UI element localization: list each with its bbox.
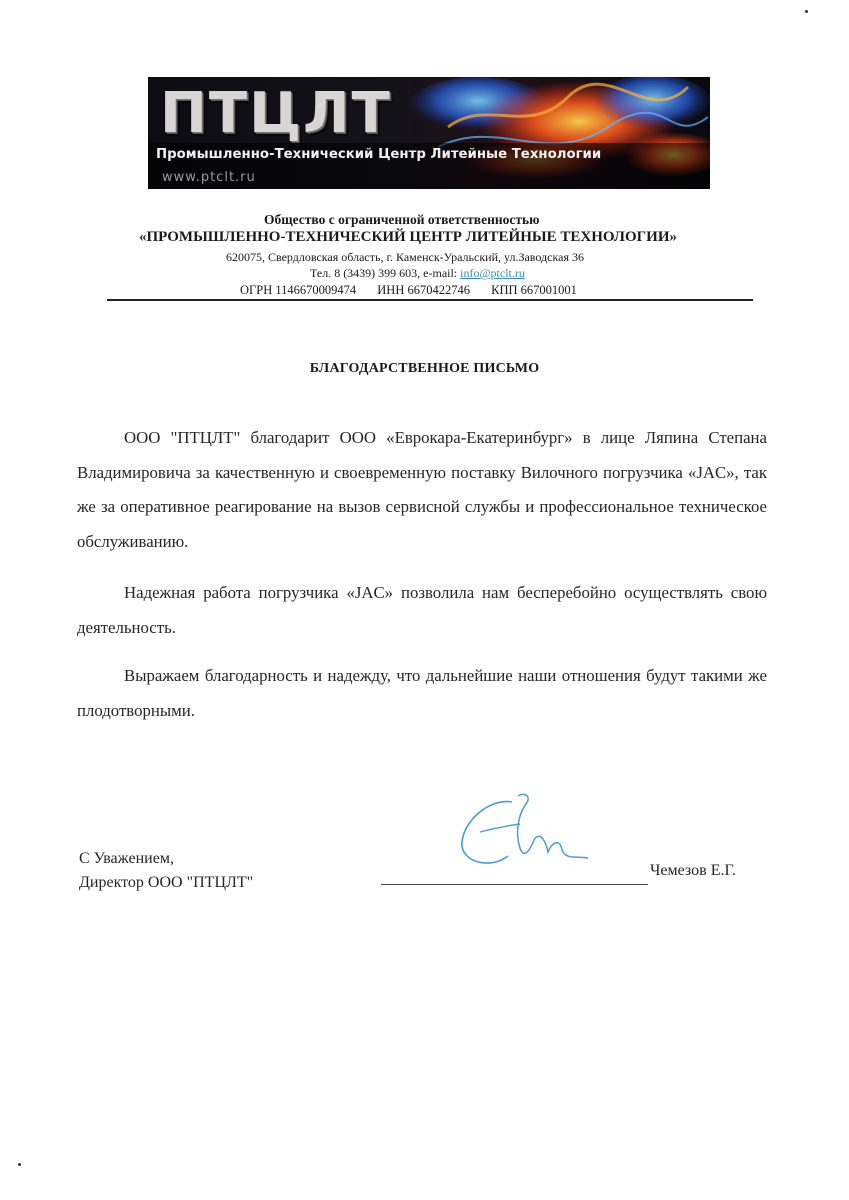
registration-ids	[240, 283, 849, 298]
signer-name: Чемезов Е.Г.	[650, 862, 736, 879]
paragraph-1-text: ООО "ПТЦЛТ" благодарит ООО «Еврокара-Екатеринбург» в лице Ляпина Степана Владимировича за качественную и своевременную поставку Вилочного погрузчика «JAC», так же за оперативное реагирование на вызов сервисной службы и профессиональное техническое обслуживанию.	[77, 428, 767, 551]
company-full-name: Промышленно-Технический Центр Литейные Технологии	[156, 147, 602, 162]
regards-text: С Уважением,	[79, 850, 174, 867]
phone-text: Тел. 8 (3439) 399 603, e-mail:	[310, 266, 461, 280]
address: 620075, Свердловская область, г. Каменск-Уральский, ул.Заводская 36	[226, 250, 584, 264]
kpp: КПП 667001001	[491, 283, 577, 297]
signer-position: Директор ООО "ПТЦЛТ"	[79, 874, 254, 891]
org-name: «ПРОМЫШЛЕННО-ТЕХНИЧЕСКИЙ ЦЕНТР ЛИТЕЙНЫЕ ТЕХНОЛОГИИ»	[139, 229, 678, 245]
scan-speck	[805, 10, 808, 13]
closing-block	[79, 847, 253, 895]
paragraph-3	[77, 659, 767, 728]
paragraph-2-text: Надежная работа погрузчика «JAC» позволила нам бесперебойно осуществлять свою деятельность.	[77, 583, 767, 637]
email-link[interactable]: info@ptclt.ru	[460, 266, 525, 280]
inn: ИНН 6670422746	[377, 283, 470, 297]
company-logo-text: ПТЦЛТ	[160, 81, 392, 146]
letterhead-banner	[148, 77, 710, 189]
header-divider	[107, 299, 753, 301]
org-type: Общество с ограниченной ответственностью	[264, 212, 540, 227]
signature-line	[381, 884, 648, 885]
website-url: www.ptclt.ru	[162, 170, 256, 185]
scan-speck	[18, 1163, 21, 1166]
document-title: БЛАГОДАРСТВЕННОЕ ПИСЬМО	[309, 361, 540, 376]
paragraph-3-text: Выражаем благодарность и надежду, что дальнейшие наши отношения будут такими же плодотворными.	[77, 666, 767, 720]
ogrn: ОГРН 1146670009474	[240, 283, 357, 297]
paragraph-1	[77, 421, 767, 559]
handwritten-signature	[450, 790, 610, 880]
contacts	[310, 266, 849, 281]
paragraph-2	[77, 576, 767, 645]
